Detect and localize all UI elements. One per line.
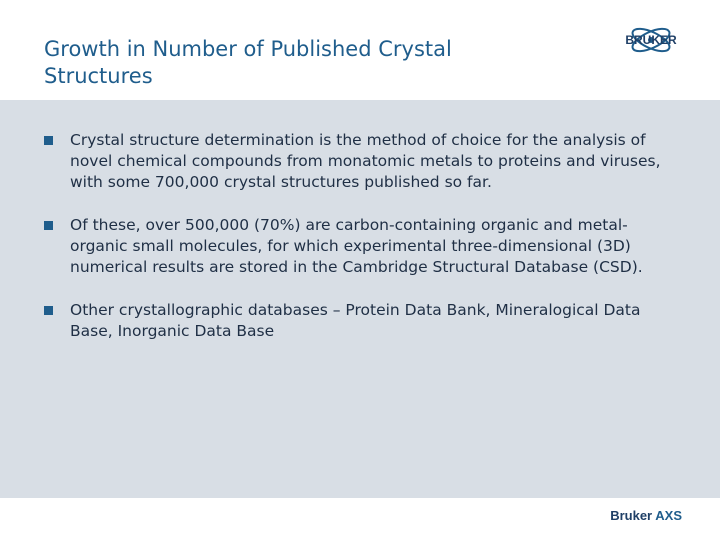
bullet-text: Crystal structure determination is the method of choice for the analysis of novel chemical compounds from monatomic metals to proteins and viruses, with some 700,000 crystal structures published so far.	[70, 131, 661, 191]
bruker-logo	[612, 18, 690, 62]
title-line-2: Structures	[44, 64, 153, 88]
bruker-logo-text: BRUKER	[625, 33, 677, 47]
square-bullet-icon	[44, 136, 53, 145]
bullet-text: Other crystallographic databases – Protein Data Bank, Mineralogical Data Base, Inorganic Data Base	[70, 301, 641, 340]
slide-body	[0, 100, 720, 498]
bullet-item	[40, 130, 680, 193]
bullet-item	[40, 300, 680, 342]
footer-brand-accent: AXS	[655, 508, 682, 523]
bullet-item	[40, 215, 680, 278]
bullet-list	[40, 130, 680, 364]
slide-footer	[0, 498, 720, 540]
slide-header	[0, 0, 720, 100]
footer-brand: Bruker	[610, 508, 653, 523]
slide-title	[44, 36, 564, 90]
square-bullet-icon	[44, 221, 53, 230]
square-bullet-icon	[44, 306, 53, 315]
bruker-axs-logo	[610, 508, 682, 523]
bullet-text: Of these, over 500,000 (70%) are carbon-containing organic and metal-organic small molecules, for which experimental three-dimensional (3D) numerical results are stored in the Cambridge Structural Database (CSD).	[70, 216, 643, 276]
title-line-1: Growth in Number of Published Crystal	[44, 37, 452, 61]
